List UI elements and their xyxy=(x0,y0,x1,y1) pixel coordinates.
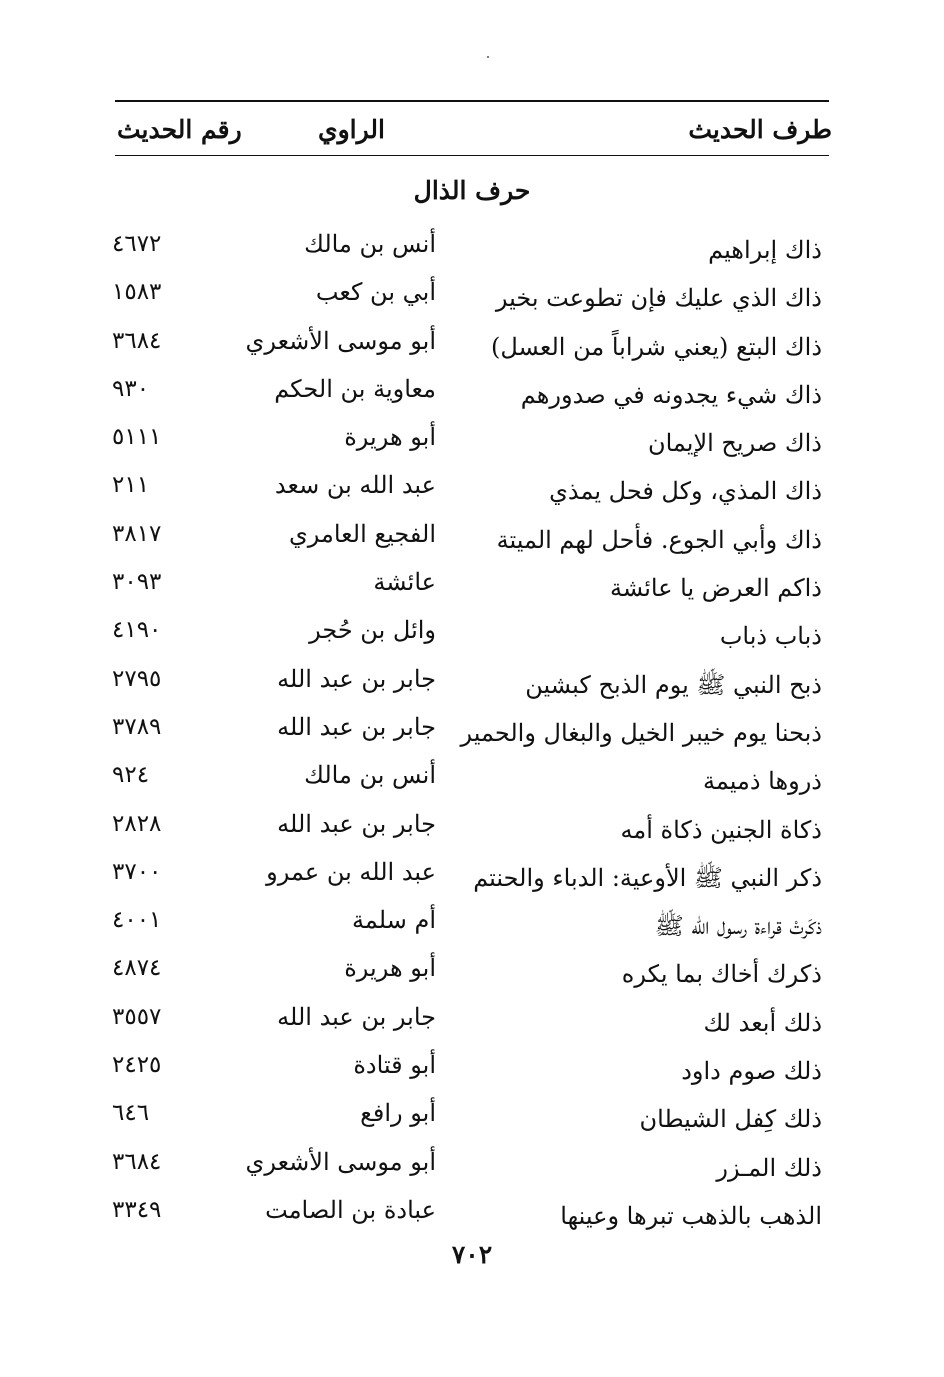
hadith-number: ٦٤٦ xyxy=(112,1100,150,1127)
table-row xyxy=(0,614,944,662)
table-row xyxy=(0,276,944,324)
narrator: أبو موسى الأشعري xyxy=(245,1147,436,1176)
hadith-number: ٩٢٤ xyxy=(112,762,150,789)
header-bottom-rule xyxy=(115,155,829,156)
table-row xyxy=(0,711,944,759)
table-row xyxy=(0,421,944,469)
narrator: عائشة xyxy=(373,568,436,597)
narrator: أبو رافع xyxy=(360,1099,436,1128)
table-row xyxy=(0,1049,944,1097)
table-row xyxy=(0,373,944,421)
column-header-hadith-text: طرف الحديث xyxy=(688,115,832,144)
hadith-text: ذاكم العرض يا عائشة xyxy=(609,574,822,603)
hadith-text: ذاك وأبي الجوع. فأحل لهم الميتة xyxy=(496,525,822,554)
narrator: أبو موسى الأشعري xyxy=(245,326,436,355)
narrator: عبد الله بن سعد xyxy=(274,471,436,500)
table-row xyxy=(0,1146,944,1194)
hadith-number: ٢١١ xyxy=(112,472,150,499)
hadith-number: ٥١١١ xyxy=(112,424,162,451)
hadith-text: ذاك المذي، وكل فحل يمذي xyxy=(549,477,822,506)
hadith-text: ذكر النبي ﷺ الأوعية: الدباء والحنتم xyxy=(473,863,822,892)
hadith-number: ٣٠٩٣ xyxy=(112,569,162,596)
hadith-text: ذلك أبعد لك xyxy=(703,1008,822,1037)
table-row xyxy=(0,325,944,373)
column-header-hadith-number: رقم الحديث xyxy=(117,115,242,144)
section-title: حرف الذال xyxy=(413,176,531,205)
narrator: الفجيع العامري xyxy=(288,519,436,548)
hadith-text: ذبح النبي ﷺ يوم الذبح كبشين xyxy=(525,670,822,699)
hadith-number: ٣٦٨٤ xyxy=(112,327,162,354)
narrator: أنس بن مالك xyxy=(304,230,436,258)
hadith-number: ٢٤٢٥ xyxy=(112,1052,162,1079)
table-row xyxy=(0,1097,944,1145)
hadith-text: ذلك صوم داود xyxy=(681,1057,822,1086)
narrator: عبد الله بن عمرو xyxy=(266,857,436,886)
hadith-text: ذاك صريح الإيمان xyxy=(647,429,822,458)
hadith-text: ذكَرتْ قراءة رسول الله ﷺ xyxy=(654,912,822,941)
hadith-text: ذروها ذميمة xyxy=(703,767,822,796)
narrator: أنس بن مالك xyxy=(304,761,436,790)
hadith-number: ٣٣٤٩ xyxy=(112,1196,162,1223)
hadith-number: ٤٦٧٢ xyxy=(112,231,162,257)
hadith-text: ذكرك أخاك بما يكره xyxy=(621,960,822,989)
table-row xyxy=(0,663,944,711)
hadith-number: ٤٨٧٤ xyxy=(112,955,162,982)
index-table xyxy=(0,228,944,1242)
table-row xyxy=(0,469,944,517)
table-row xyxy=(0,1194,944,1242)
hadith-number: ٣٨١٧ xyxy=(112,520,162,547)
hadith-text: الذهب بالذهب تبرها وعينها xyxy=(560,1201,822,1230)
hadith-number: ٢٧٩٥ xyxy=(112,665,162,692)
narrator: وائل بن حُجر xyxy=(309,616,436,645)
table-row xyxy=(0,228,944,276)
hadith-number: ٤٠٠١ xyxy=(112,907,162,934)
narrator: أبي بن كعب xyxy=(315,278,436,307)
hadith-number: ٩٣٠ xyxy=(112,375,150,402)
hadith-number: ٣٦٨٤ xyxy=(112,1148,162,1175)
column-header-narrator: الراوي xyxy=(318,115,385,144)
hadith-text: ذباب ذباب xyxy=(719,622,822,651)
narrator: جابر بن عبد الله xyxy=(277,809,436,838)
table-row xyxy=(0,1001,944,1049)
hadith-text: ذاك الذي عليك فإن تطوعت بخير xyxy=(495,284,822,313)
narrator: أم سلمة xyxy=(352,906,436,935)
hadith-text: ذاك إبراهيم xyxy=(708,236,822,264)
hadith-number: ٣٥٥٧ xyxy=(112,1003,162,1030)
hadith-text: ذلك كِفل الشيطان xyxy=(639,1105,822,1134)
narrator: جابر بن عبد الله xyxy=(277,1002,436,1031)
narrator: أبو هريرة xyxy=(344,423,436,452)
page-number: ٧٠٢ xyxy=(451,1240,493,1269)
table-row xyxy=(0,518,944,566)
table-row xyxy=(0,856,944,904)
table-row xyxy=(0,808,944,856)
print-speck xyxy=(487,56,489,58)
hadith-number: ١٥٨٣ xyxy=(112,279,162,306)
narrator: أبو قتادة xyxy=(353,1051,436,1080)
narrator: معاوية بن الحكم xyxy=(274,374,436,403)
narrator: عبادة بن الصامت xyxy=(265,1195,436,1224)
hadith-text: ذكاة الجنين ذكاة أمه xyxy=(620,815,822,844)
table-row xyxy=(0,952,944,1000)
hadith-text: ذبحنا يوم خيبر الخيل والبغال والحمير xyxy=(460,718,822,747)
hadith-number: ٤١٩٠ xyxy=(112,617,162,644)
table-row xyxy=(0,759,944,807)
hadith-text: ذلك المـزر xyxy=(716,1153,822,1182)
hadith-number: ٣٧٨٩ xyxy=(112,713,162,740)
table-row xyxy=(0,566,944,614)
hadith-text: ذاك شيء يجدونه في صدورهم xyxy=(520,380,822,409)
hadith-text: ذاك البتع (يعني شراباً من العسل) xyxy=(490,332,822,361)
narrator: أبو هريرة xyxy=(344,954,436,983)
narrator: جابر بن عبد الله xyxy=(277,712,436,741)
header-top-rule xyxy=(115,100,829,102)
hadith-number: ٢٨٢٨ xyxy=(112,810,162,837)
hadith-number: ٣٧٠٠ xyxy=(112,858,162,885)
narrator: جابر بن عبد الله xyxy=(277,664,436,693)
table-row xyxy=(0,904,944,952)
